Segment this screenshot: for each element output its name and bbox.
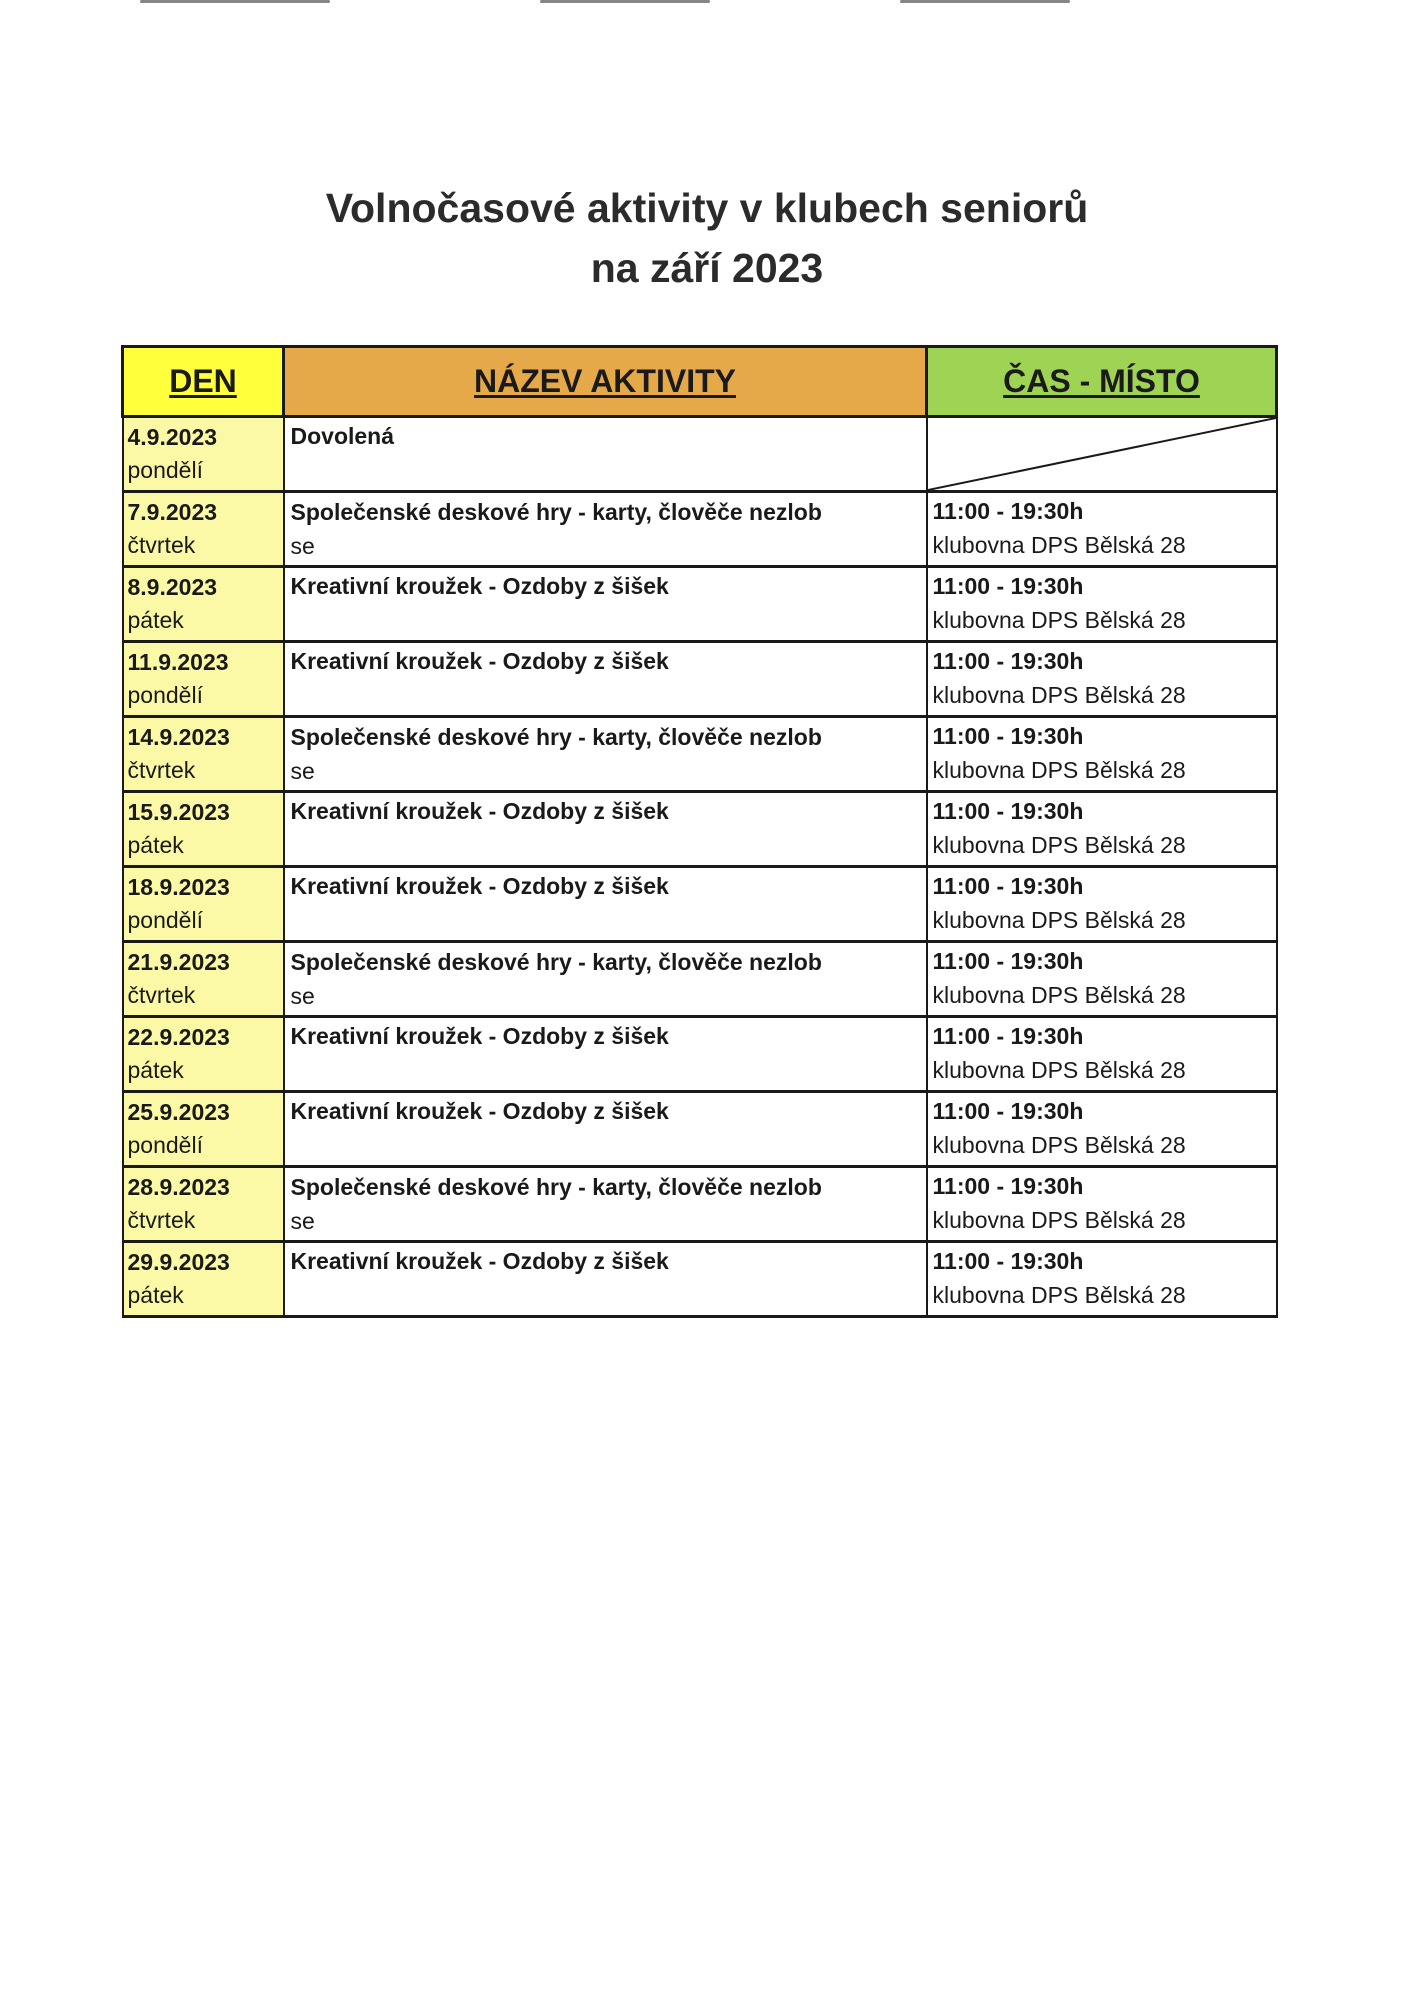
activity-text: Dovolená bbox=[290, 423, 395, 449]
place-text: klubovna DPS Bělská 28 bbox=[932, 757, 1186, 783]
time-place-cell bbox=[927, 567, 1277, 642]
day-cell bbox=[123, 1017, 284, 1092]
weekday-text: pátek bbox=[127, 607, 184, 633]
day-cell bbox=[123, 867, 284, 942]
title-line-2: na září 2023 bbox=[590, 245, 824, 291]
document-title bbox=[0, 178, 1414, 298]
diagonal-strike-line bbox=[928, 418, 1276, 490]
table-row bbox=[123, 942, 1277, 1017]
date-text: 7.9.2023 bbox=[127, 499, 218, 525]
time-place-cell bbox=[927, 792, 1277, 867]
weekday-text: pondělí bbox=[127, 1132, 203, 1158]
date-text: 14.9.2023 bbox=[127, 724, 230, 750]
activity-cell bbox=[284, 1017, 927, 1092]
day-cell bbox=[123, 417, 284, 492]
time-place-cell bbox=[927, 1017, 1277, 1092]
place-text: klubovna DPS Bělská 28 bbox=[932, 682, 1186, 708]
date-text: 22.9.2023 bbox=[127, 1024, 230, 1050]
time-place-cell bbox=[927, 492, 1277, 567]
activity-text-line-1: Společenské deskové hry - karty, člověče nezlob bbox=[290, 949, 822, 975]
weekday-text: čtvrtek bbox=[127, 982, 196, 1008]
activity-cell bbox=[284, 1092, 927, 1167]
title-line-1: Volnočasové aktivity v klubech seniorů bbox=[325, 185, 1089, 231]
activity-text-line-2: se bbox=[290, 983, 315, 1009]
activity-text-line-2: se bbox=[290, 758, 315, 784]
activity-cell bbox=[284, 567, 927, 642]
time-place-cell bbox=[927, 867, 1277, 942]
header-activity: NÁZEV AKTIVITY bbox=[284, 347, 927, 417]
place-text: klubovna DPS Bělská 28 bbox=[932, 607, 1186, 633]
table-row bbox=[123, 492, 1277, 567]
scan-edge-mark bbox=[900, 0, 1070, 3]
weekday-text: čtvrtek bbox=[127, 1207, 196, 1233]
time-place-cell bbox=[927, 942, 1277, 1017]
schedule-table bbox=[121, 345, 1278, 1318]
table-row bbox=[123, 1017, 1277, 1092]
weekday-text: pondělí bbox=[127, 682, 203, 708]
activity-text-line-1: Společenské deskové hry - karty, člověče nezlob bbox=[290, 1174, 822, 1200]
header-row bbox=[123, 347, 1277, 417]
table-row bbox=[123, 792, 1277, 867]
weekday-text: pátek bbox=[127, 832, 184, 858]
scan-edge-mark bbox=[540, 0, 710, 3]
place-text: klubovna DPS Bělská 28 bbox=[932, 982, 1186, 1008]
weekday-text: čtvrtek bbox=[127, 757, 196, 783]
time-text: 11:00 - 19:30h bbox=[932, 873, 1084, 899]
date-text: 29.9.2023 bbox=[127, 1249, 230, 1275]
day-cell bbox=[123, 792, 284, 867]
time-text: 11:00 - 19:30h bbox=[932, 648, 1084, 674]
table-row bbox=[123, 1092, 1277, 1167]
header-time-place: ČAS - MÍSTO bbox=[927, 347, 1277, 417]
activity-cell bbox=[284, 792, 927, 867]
activity-text-line-2: se bbox=[290, 1208, 315, 1234]
activity-text: Kreativní kroužek - Ozdoby z šišek bbox=[290, 648, 669, 674]
time-place-cell bbox=[927, 1242, 1277, 1317]
time-place-cell bbox=[927, 717, 1277, 792]
activity-text-line-1: Společenské deskové hry - karty, člověče nezlob bbox=[290, 724, 822, 750]
activity-text: Kreativní kroužek - Ozdoby z šišek bbox=[290, 1248, 669, 1274]
table-row bbox=[123, 567, 1277, 642]
table-row bbox=[123, 642, 1277, 717]
time-place-cell bbox=[927, 1167, 1277, 1242]
day-cell bbox=[123, 942, 284, 1017]
date-text: 4.9.2023 bbox=[127, 424, 218, 450]
activity-text: Kreativní kroužek - Ozdoby z šišek bbox=[290, 1023, 669, 1049]
time-text: 11:00 - 19:30h bbox=[932, 1248, 1084, 1274]
day-cell bbox=[123, 1167, 284, 1242]
weekday-text: pondělí bbox=[127, 907, 203, 933]
day-cell bbox=[123, 642, 284, 717]
scan-edge-mark bbox=[140, 0, 330, 3]
table-row bbox=[123, 1167, 1277, 1242]
day-cell bbox=[123, 567, 284, 642]
weekday-text: čtvrtek bbox=[127, 532, 196, 558]
place-text: klubovna DPS Bělská 28 bbox=[932, 1207, 1186, 1233]
place-text: klubovna DPS Bělská 28 bbox=[932, 532, 1186, 558]
activity-text: Kreativní kroužek - Ozdoby z šišek bbox=[290, 573, 669, 599]
date-text: 11.9.2023 bbox=[127, 649, 229, 675]
activity-cell bbox=[284, 942, 927, 1017]
activity-text-line-1: Společenské deskové hry - karty, člověče nezlob bbox=[290, 499, 822, 525]
place-text: klubovna DPS Bělská 28 bbox=[932, 1132, 1186, 1158]
time-text: 11:00 - 19:30h bbox=[932, 498, 1084, 524]
place-text: klubovna DPS Bělská 28 bbox=[932, 1282, 1186, 1308]
time-text: 11:00 - 19:30h bbox=[932, 1173, 1084, 1199]
activity-text-line-2: se bbox=[290, 533, 315, 559]
activity-cell bbox=[284, 1242, 927, 1317]
date-text: 25.9.2023 bbox=[127, 1099, 230, 1125]
activity-cell bbox=[284, 1167, 927, 1242]
activity-text: Kreativní kroužek - Ozdoby z šišek bbox=[290, 798, 669, 824]
table-row bbox=[123, 867, 1277, 942]
table-row bbox=[123, 717, 1277, 792]
activity-cell bbox=[284, 492, 927, 567]
date-text: 28.9.2023 bbox=[127, 1174, 230, 1200]
place-text: klubovna DPS Bělská 28 bbox=[932, 832, 1186, 858]
day-cell bbox=[123, 717, 284, 792]
header-day: DEN bbox=[123, 347, 284, 417]
day-cell bbox=[123, 1092, 284, 1167]
time-text: 11:00 - 19:30h bbox=[932, 1023, 1084, 1049]
activity-cell bbox=[284, 867, 927, 942]
activity-cell bbox=[284, 417, 927, 492]
time-text: 11:00 - 19:30h bbox=[932, 1098, 1084, 1124]
date-text: 21.9.2023 bbox=[127, 949, 230, 975]
time-text: 11:00 - 19:30h bbox=[932, 798, 1084, 824]
activity-text: Kreativní kroužek - Ozdoby z šišek bbox=[290, 1098, 669, 1124]
date-text: 15.9.2023 bbox=[127, 799, 230, 825]
day-cell bbox=[123, 492, 284, 567]
table-row bbox=[123, 1242, 1277, 1317]
table-row bbox=[123, 417, 1277, 492]
time-place-cell bbox=[927, 1092, 1277, 1167]
day-cell bbox=[123, 1242, 284, 1317]
activity-cell bbox=[284, 717, 927, 792]
activity-text: Kreativní kroužek - Ozdoby z šišek bbox=[290, 873, 669, 899]
place-text: klubovna DPS Bělská 28 bbox=[932, 907, 1186, 933]
date-text: 8.9.2023 bbox=[127, 574, 218, 600]
time-place-cell bbox=[927, 642, 1277, 717]
date-text: 18.9.2023 bbox=[127, 874, 230, 900]
time-place-cell-empty bbox=[927, 417, 1277, 492]
time-text: 11:00 - 19:30h bbox=[932, 573, 1084, 599]
weekday-text: pondělí bbox=[127, 457, 203, 483]
time-text: 11:00 - 19:30h bbox=[932, 948, 1084, 974]
weekday-text: pátek bbox=[127, 1282, 184, 1308]
time-text: 11:00 - 19:30h bbox=[932, 723, 1084, 749]
place-text: klubovna DPS Bělská 28 bbox=[932, 1057, 1186, 1083]
activity-cell bbox=[284, 642, 927, 717]
weekday-text: pátek bbox=[127, 1057, 184, 1083]
